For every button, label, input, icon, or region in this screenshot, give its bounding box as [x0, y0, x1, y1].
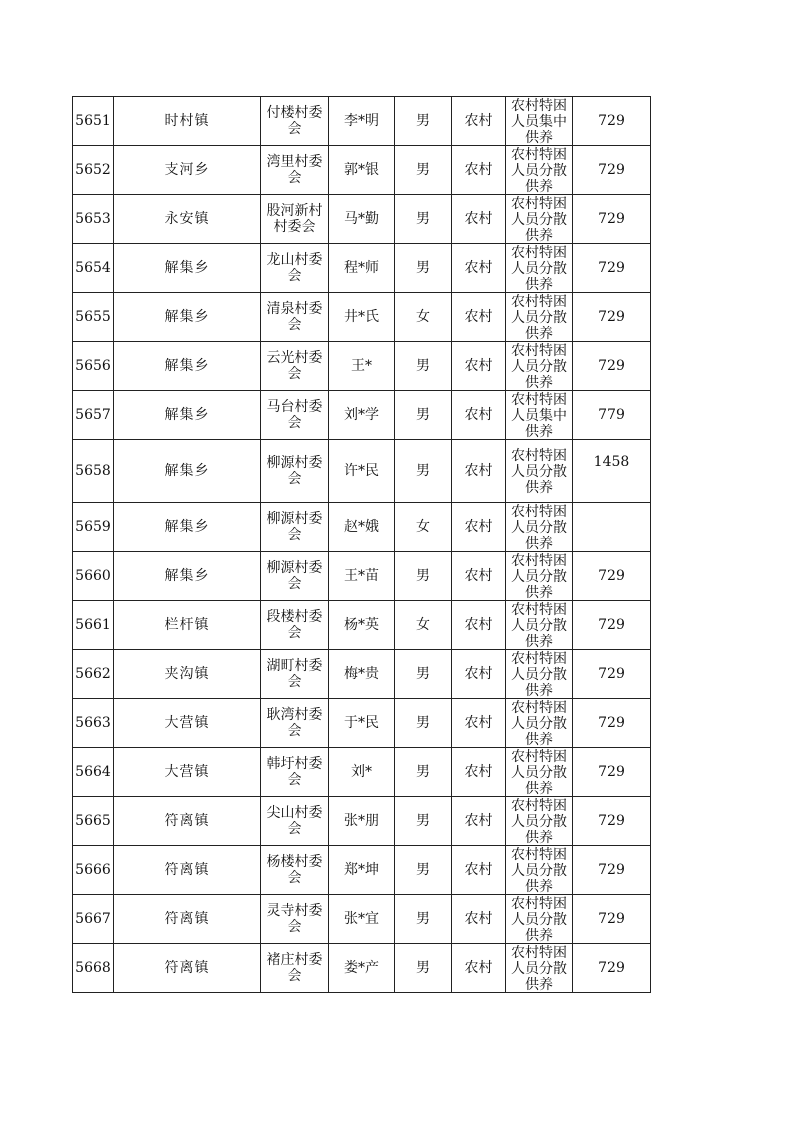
support-type-cell	[506, 846, 573, 895]
row-id: 5660	[73, 552, 114, 601]
support-type-cell	[506, 244, 573, 293]
area-cell: 农村	[452, 342, 506, 391]
row-id: 5652	[73, 146, 114, 195]
name-cell: 程*师	[329, 244, 395, 293]
amount-cell: 729	[573, 552, 651, 601]
village-cell	[261, 195, 329, 244]
name-cell: 张*朋	[329, 797, 395, 846]
area-cell: 农村	[452, 895, 506, 944]
village-cell-text: 耿湾村委会	[266, 707, 323, 739]
village-cell	[261, 748, 329, 797]
village-cell-text: 清泉村委会	[266, 301, 323, 333]
area-cell: 农村	[452, 244, 506, 293]
town-cell: 解集乡	[114, 293, 261, 342]
town-cell: 支河乡	[114, 146, 261, 195]
town-cell: 符离镇	[114, 944, 261, 993]
gender-cell: 男	[395, 797, 452, 846]
support-type-cell	[506, 146, 573, 195]
village-cell	[261, 601, 329, 650]
name-cell: 郑*坤	[329, 846, 395, 895]
town-cell: 栏杆镇	[114, 601, 261, 650]
name-cell: 杨*英	[329, 601, 395, 650]
support-type-cell	[506, 342, 573, 391]
village-cell	[261, 650, 329, 699]
name-cell: 张*宜	[329, 895, 395, 944]
amount-cell: 729	[573, 342, 651, 391]
amount-cell: 729	[573, 846, 651, 895]
area-cell: 农村	[452, 699, 506, 748]
support-type-cell-text: 农村特困人员分散供养	[511, 196, 567, 243]
gender-cell: 男	[395, 650, 452, 699]
table-row	[73, 391, 651, 440]
row-id: 5654	[73, 244, 114, 293]
village-cell	[261, 503, 329, 552]
amount-cell: 729	[573, 797, 651, 846]
town-cell: 解集乡	[114, 244, 261, 293]
amount-cell: 729	[573, 944, 651, 993]
table-row	[73, 601, 651, 650]
name-cell: 于*民	[329, 699, 395, 748]
village-cell	[261, 97, 329, 146]
table-row	[73, 944, 651, 993]
support-type-cell	[506, 650, 573, 699]
town-cell: 时村镇	[114, 97, 261, 146]
gender-cell: 女	[395, 503, 452, 552]
support-type-cell-text: 农村特困人员分散供养	[511, 945, 567, 992]
village-cell	[261, 342, 329, 391]
gender-cell: 女	[395, 293, 452, 342]
village-cell-text: 股河新村村委会	[266, 203, 323, 235]
amount-cell: 729	[573, 699, 651, 748]
table-row	[73, 146, 651, 195]
name-cell: 井*氏	[329, 293, 395, 342]
table-row	[73, 503, 651, 552]
support-type-cell	[506, 601, 573, 650]
village-cell	[261, 797, 329, 846]
roster-table	[72, 96, 651, 993]
town-cell: 大营镇	[114, 748, 261, 797]
gender-cell: 男	[395, 391, 452, 440]
village-cell-text: 尖山村委会	[266, 805, 323, 837]
support-type-cell-text: 农村特困人员分散供养	[511, 651, 567, 698]
amount-cell: 729	[573, 895, 651, 944]
support-type-cell-text: 农村特困人员分散供养	[511, 749, 567, 796]
village-cell-text: 龙山村委会	[266, 252, 323, 284]
row-id: 5651	[73, 97, 114, 146]
row-id: 5661	[73, 601, 114, 650]
support-type-cell	[506, 97, 573, 146]
row-id: 5664	[73, 748, 114, 797]
row-id: 5662	[73, 650, 114, 699]
support-type-cell	[506, 552, 573, 601]
area-cell: 农村	[452, 146, 506, 195]
village-cell	[261, 944, 329, 993]
area-cell: 农村	[452, 552, 506, 601]
gender-cell: 男	[395, 748, 452, 797]
name-cell: 郭*银	[329, 146, 395, 195]
village-cell	[261, 552, 329, 601]
table-row	[73, 748, 651, 797]
support-type-cell	[506, 895, 573, 944]
village-cell	[261, 440, 329, 503]
gender-cell: 男	[395, 846, 452, 895]
support-type-cell	[506, 748, 573, 797]
village-cell-text: 柳源村委会	[266, 455, 323, 487]
village-cell	[261, 244, 329, 293]
table-row	[73, 97, 651, 146]
village-cell-text: 褚庄村委会	[266, 952, 323, 984]
town-cell: 符离镇	[114, 895, 261, 944]
town-cell: 解集乡	[114, 503, 261, 552]
support-type-cell	[506, 797, 573, 846]
village-cell-text: 杨楼村委会	[266, 854, 323, 886]
town-cell: 符离镇	[114, 797, 261, 846]
town-cell: 解集乡	[114, 342, 261, 391]
gender-cell: 男	[395, 699, 452, 748]
amount-cell: 729	[573, 97, 651, 146]
village-cell-text: 柳源村委会	[266, 511, 323, 543]
row-id: 5667	[73, 895, 114, 944]
gender-cell: 男	[395, 342, 452, 391]
support-type-cell	[506, 503, 573, 552]
amount-cell: 1458	[573, 440, 651, 503]
row-id: 5658	[73, 440, 114, 503]
name-cell: 赵*娥	[329, 503, 395, 552]
amount-cell: 729	[573, 650, 651, 699]
amount-cell: 729	[573, 293, 651, 342]
village-cell	[261, 293, 329, 342]
area-cell: 农村	[452, 195, 506, 244]
name-cell: 马*勤	[329, 195, 395, 244]
support-type-cell	[506, 944, 573, 993]
support-type-cell-text: 农村特困人员集中供养	[511, 98, 567, 145]
area-cell: 农村	[452, 503, 506, 552]
gender-cell: 男	[395, 146, 452, 195]
village-cell	[261, 846, 329, 895]
gender-cell: 男	[395, 895, 452, 944]
support-type-cell-text: 农村特困人员分散供养	[511, 896, 567, 943]
table-row	[73, 846, 651, 895]
village-cell-text: 湾里村委会	[266, 154, 323, 186]
row-id: 5665	[73, 797, 114, 846]
village-cell-text: 灵寺村委会	[266, 903, 323, 935]
area-cell: 农村	[452, 650, 506, 699]
town-cell: 解集乡	[114, 552, 261, 601]
amount-cell: 729	[573, 748, 651, 797]
name-cell: 刘*学	[329, 391, 395, 440]
support-type-cell-text: 农村特困人员分散供养	[511, 602, 567, 649]
table-row	[73, 195, 651, 244]
gender-cell: 男	[395, 440, 452, 503]
name-cell: 王*	[329, 342, 395, 391]
village-cell	[261, 146, 329, 195]
roster-body	[73, 97, 651, 993]
support-type-cell-text: 农村特困人员分散供养	[511, 847, 567, 894]
table-row	[73, 650, 651, 699]
amount-cell: 729	[573, 601, 651, 650]
table-row	[73, 797, 651, 846]
support-type-cell-text: 农村特困人员分散供养	[511, 245, 567, 292]
row-id: 5668	[73, 944, 114, 993]
support-type-cell-text: 农村特困人员分散供养	[511, 147, 567, 194]
support-type-cell	[506, 440, 573, 503]
amount-cell: 729	[573, 146, 651, 195]
name-cell: 梅*贵	[329, 650, 395, 699]
area-cell: 农村	[452, 601, 506, 650]
town-cell: 符离镇	[114, 846, 261, 895]
table-row	[73, 552, 651, 601]
row-id: 5657	[73, 391, 114, 440]
row-id: 5653	[73, 195, 114, 244]
gender-cell: 男	[395, 97, 452, 146]
amount-cell: 729	[573, 244, 651, 293]
row-id: 5659	[73, 503, 114, 552]
name-cell: 许*民	[329, 440, 395, 503]
support-type-cell	[506, 391, 573, 440]
village-cell-text: 马台村委会	[266, 399, 323, 431]
support-type-cell	[506, 195, 573, 244]
row-id: 5656	[73, 342, 114, 391]
village-cell	[261, 391, 329, 440]
amount-cell: 729	[573, 195, 651, 244]
gender-cell: 男	[395, 944, 452, 993]
town-cell: 大营镇	[114, 699, 261, 748]
village-cell-text: 云光村委会	[266, 350, 323, 382]
area-cell: 农村	[452, 97, 506, 146]
table-row	[73, 699, 651, 748]
support-type-cell-text: 农村特困人员分散供养	[511, 448, 567, 495]
row-id: 5655	[73, 293, 114, 342]
support-type-cell-text: 农村特困人员集中供养	[511, 392, 567, 439]
town-cell: 夹沟镇	[114, 650, 261, 699]
village-cell-text: 段楼村委会	[266, 609, 323, 641]
village-cell	[261, 895, 329, 944]
table-row	[73, 440, 651, 503]
support-type-cell-text: 农村特困人员分散供养	[511, 700, 567, 747]
area-cell: 农村	[452, 797, 506, 846]
area-cell: 农村	[452, 440, 506, 503]
gender-cell: 男	[395, 552, 452, 601]
table-row	[73, 895, 651, 944]
amount-cell: 779	[573, 391, 651, 440]
area-cell: 农村	[452, 748, 506, 797]
support-type-cell-text: 农村特困人员分散供养	[511, 553, 567, 600]
area-cell: 农村	[452, 846, 506, 895]
table-row	[73, 244, 651, 293]
support-type-cell-text: 农村特困人员分散供养	[511, 504, 567, 551]
name-cell: 王*苗	[329, 552, 395, 601]
gender-cell: 男	[395, 195, 452, 244]
village-cell-text: 柳源村委会	[266, 560, 323, 592]
table-row	[73, 293, 651, 342]
area-cell: 农村	[452, 944, 506, 993]
village-cell-text: 韩圩村委会	[266, 756, 323, 788]
amount-cell	[573, 503, 651, 552]
support-type-cell	[506, 293, 573, 342]
name-cell: 娄*产	[329, 944, 395, 993]
gender-cell: 女	[395, 601, 452, 650]
name-cell: 刘*	[329, 748, 395, 797]
area-cell: 农村	[452, 293, 506, 342]
gender-cell: 男	[395, 244, 452, 293]
town-cell: 解集乡	[114, 440, 261, 503]
support-type-cell	[506, 699, 573, 748]
village-cell-text: 湖町村委会	[266, 658, 323, 690]
village-cell-text: 付楼村委会	[266, 105, 323, 137]
village-cell	[261, 699, 329, 748]
support-type-cell-text: 农村特困人员分散供养	[511, 798, 567, 845]
support-type-cell-text: 农村特困人员分散供养	[511, 294, 567, 341]
row-id: 5663	[73, 699, 114, 748]
table-row	[73, 342, 651, 391]
name-cell: 李*明	[329, 97, 395, 146]
support-type-cell-text: 农村特困人员分散供养	[511, 343, 567, 390]
row-id: 5666	[73, 846, 114, 895]
town-cell: 解集乡	[114, 391, 261, 440]
area-cell: 农村	[452, 391, 506, 440]
town-cell: 永安镇	[114, 195, 261, 244]
